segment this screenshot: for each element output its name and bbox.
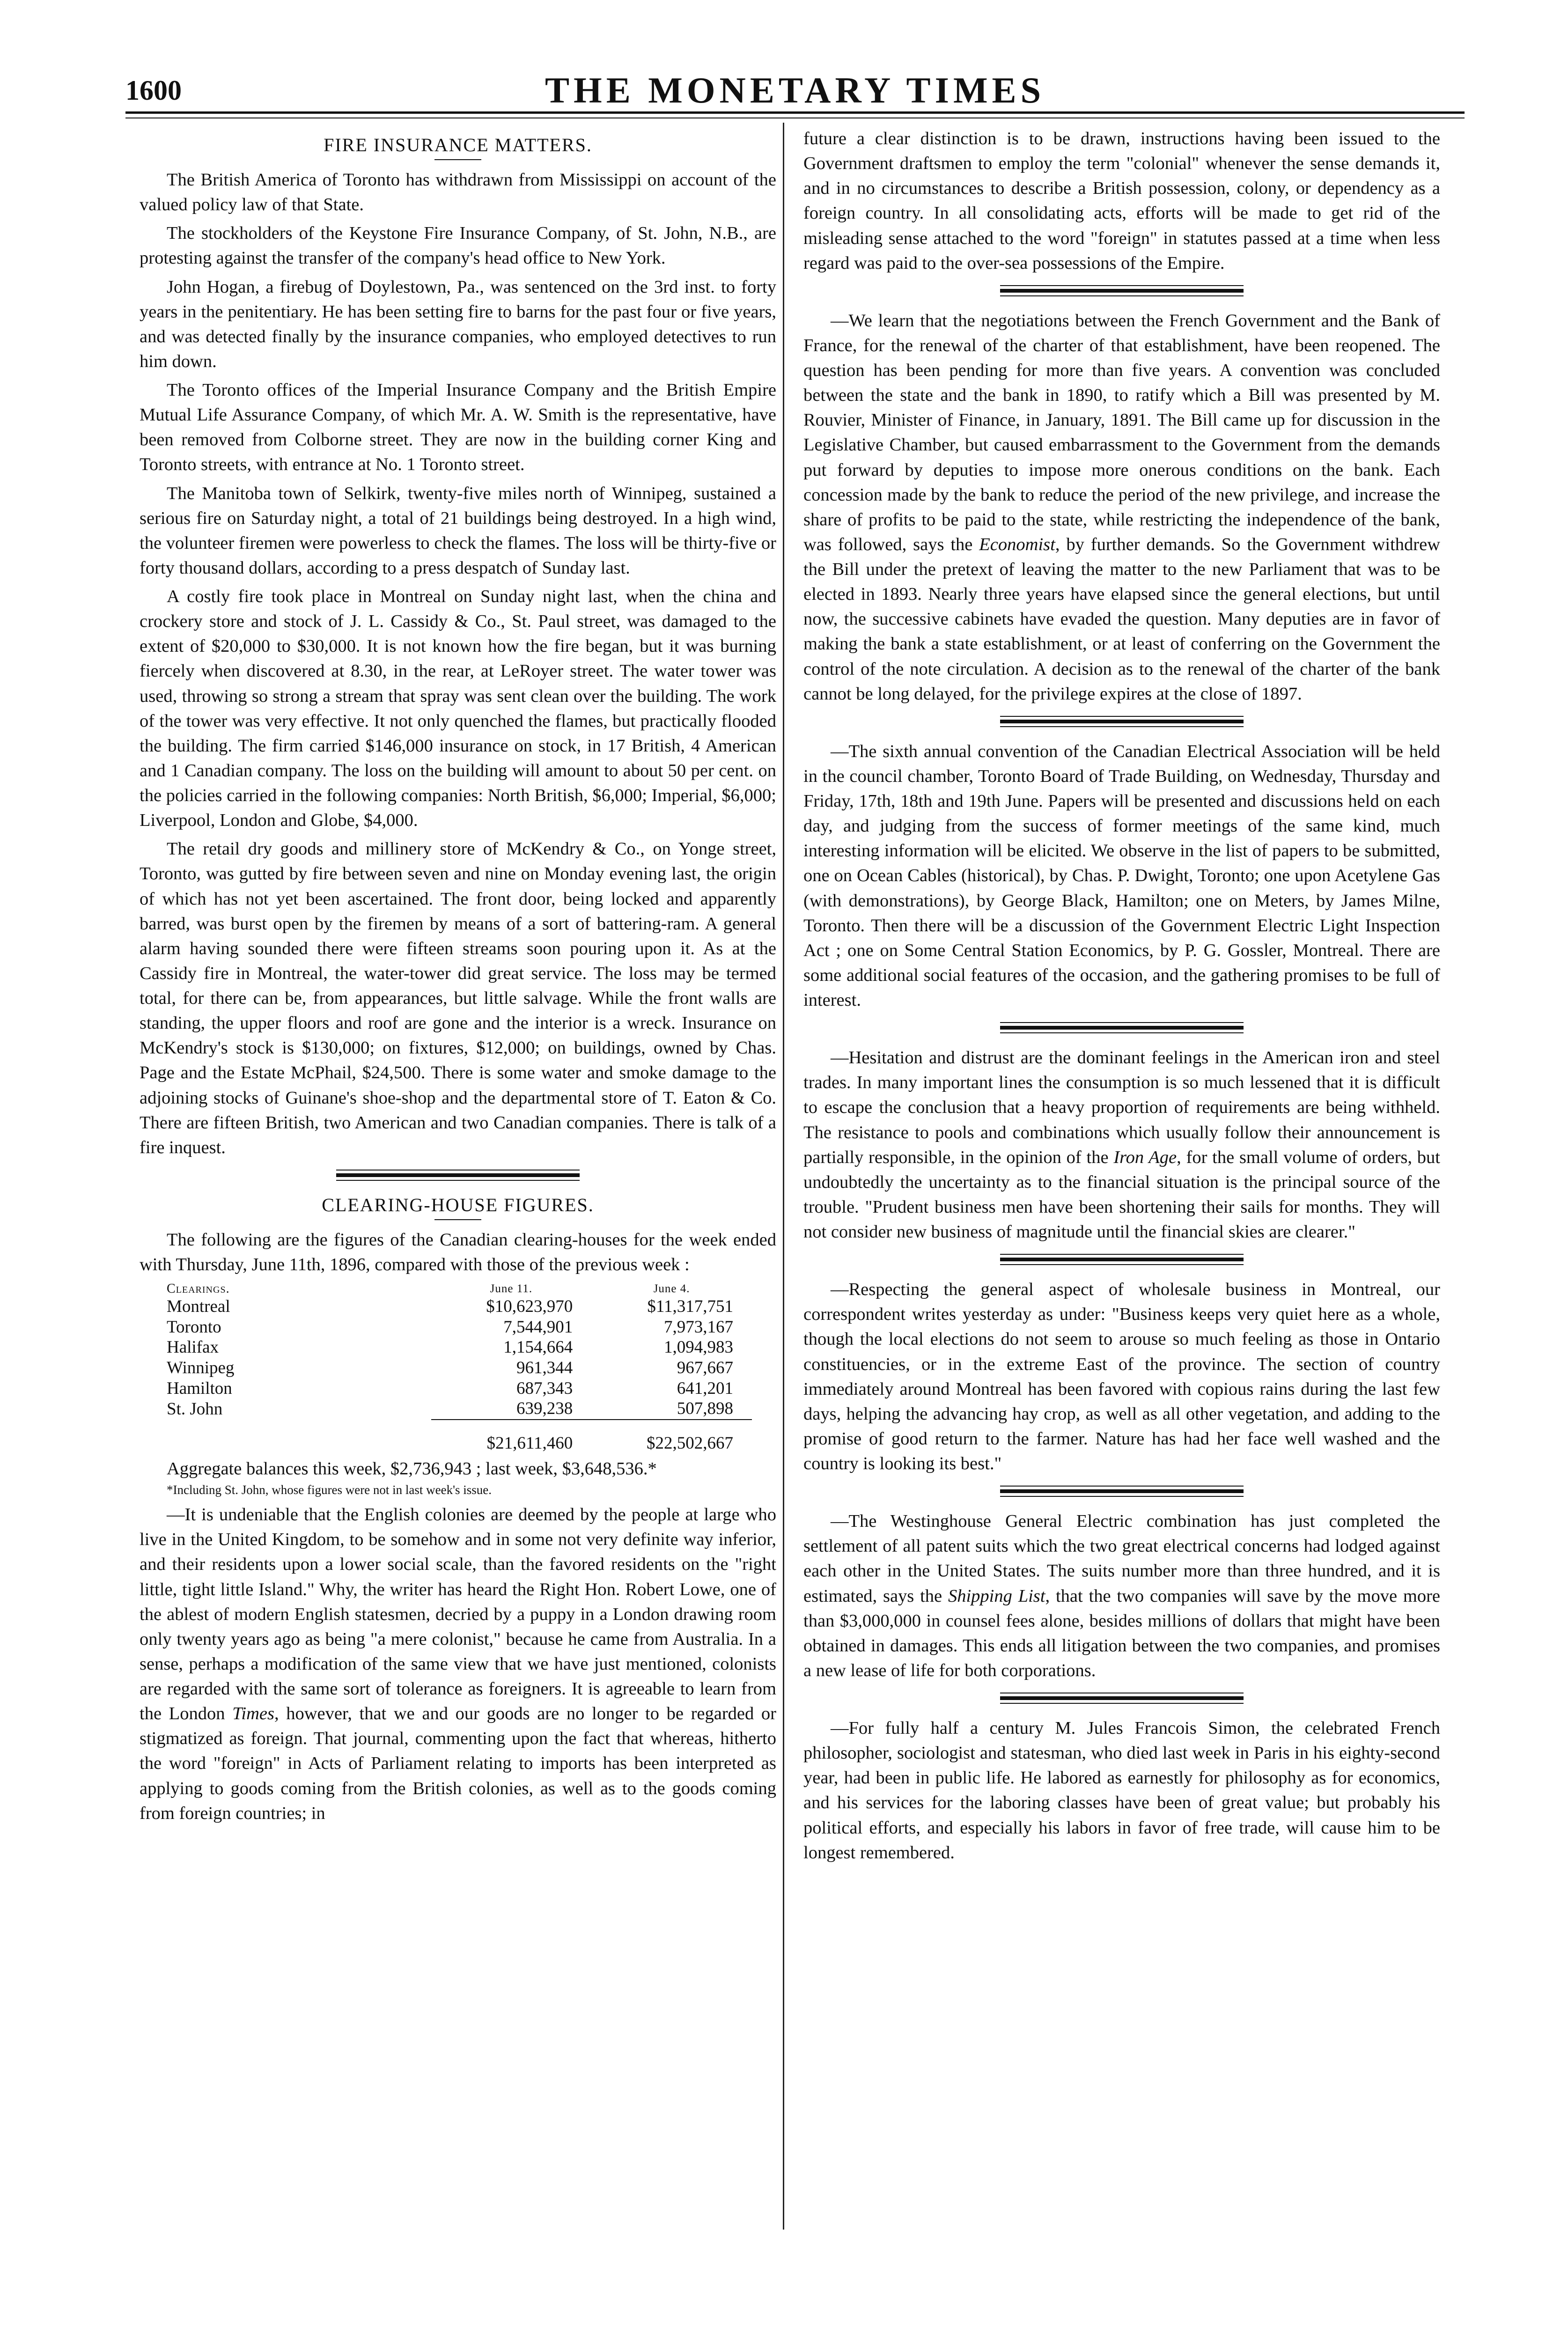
- table-row: [167, 1358, 752, 1378]
- fire-insurance-title: FIRE INSURANCE MATTERS.: [324, 134, 592, 155]
- running-title: THE MONETARY TIMES: [545, 70, 1045, 110]
- article-paragraph: —Hesitation and distrust are the dominant feelings in the American iron and steel trades. In many important lines the consumption is so much lessened that it is difficult to escape the conclusion that a heavy proportion of requirements are being withheld. The resistance to pools and combinations which usually follow their announcement is partially responsible, in the opinion of the Iron Age, for the small volume of orders, but undoubtedly the uncertainty as to the financial situation is the principal source of the trouble. "Prudent business men have been shortening their sails for months. They will not consider new business of magnitude until the financial skies are clearer.": [803, 1048, 1440, 1242]
- article-paragraph: The Manitoba town of Selkirk, twenty-five miles north of Winnipeg, sustained a serious fire on Saturday night, a total of 21 buildings being destroyed. In a high wind, the volunteer firemen were powerless to check the flames. The loss will be thirty-five or forty thousand dollars, according to a press despatch of Sunday last.: [140, 483, 776, 578]
- total-june11: $21,611,460: [431, 1420, 592, 1454]
- table-footnote: *Including St. John, whose figures were not in last week's issue.: [167, 1482, 492, 1497]
- table-row: [167, 1317, 752, 1338]
- section-divider: [1000, 1693, 1244, 1704]
- continued-paragraph: future a clear distinction is to be drawn, instructions having been issued to the Government draftsmen to employ the term "colonial" whenever the sense demands it, and in no circumstances to describe a British possession, colony, or dependency as a foreign country. In all consolidating acts, efforts will be made to get rid of the misleading sense attached to the word "foreign" in statutes passed at a time when less regard was paid to the over-sea possessions of the Empire.: [803, 129, 1440, 273]
- article-paragraph: The Toronto offices of the Imperial Insurance Company and the British Empire Mutual Life Assurance Company, of which Mr. A. W. Smith is the representative, have been removed from Colborne street. They are now in the building corner King and Toronto streets, with entrance at No. 1 Toronto street.: [140, 380, 776, 475]
- section-divider: [1000, 1254, 1244, 1265]
- section-divider: [1000, 1022, 1244, 1033]
- article-paragraph: —We learn that the negotiations between the French Government and the Bank of France, for the renewal of the charter of that establishment, have been reopened. The question has been pending for more than five years. A convention was concluded between the state and the bank in 1890, to ratify which a Bill was presented by M. Rouvier, Minister of Finance, in January, 1891. The Bill came up for discussion in the Legislative Chamber, but caused embarrassment to the Government from the demands put forward by deputies to impose more onerous conditions on the bank. Each concession made by the bank to reduce the period of the new privilege, and increase the share of profits to be paid to the state, while restricting the independence of the bank, was followed, says the Economist, by further demands. So the Government withdrew the Bill under the pretext of leaving the matter to the new Parliament that was to be elected in 1893. Nearly three years have elapsed since the general elections, but until now, the successive cabinets have evaded the question. Many deputies are in favor of making the bank a state establishment, or at least of conferring on the Government the control of the note circulation. A decision as to the renewal of the charter of the bank cannot be long delayed, for the privilege expires at the close of 1897.: [803, 310, 1440, 704]
- article-paragraph: A costly fire took place in Montreal on Sunday night last, when the china and crockery store and stock of J. L. Cassidy & Co., St. Paul street, was damaged to the extent of $20,000 to $30,000. It is not known how the fire began, but it was burning fiercely when discovered at 8.30, in the rear, at LeRoyer street. The water tower was used, throwing so strong a stream that spray was sent clean over the building. The work of the tower was very effective. It not only quenched the flames, but practically flooded the building. The firm carried $146,000 insurance on stock, in 17 British, 4 American and 1 Canadian company. The loss on the building will amount to about 50 per cent. on the policies carried in the following companies: North British, $6,000; Imperial, $6,000; Liverpool, London and Globe, $4,000.: [140, 587, 776, 831]
- june11-header: June 11.: [490, 1282, 533, 1295]
- section-divider: [1000, 716, 1244, 727]
- table-row: [167, 1399, 752, 1420]
- june4-cell: 507,898: [677, 1399, 733, 1419]
- june4-header: June 4.: [653, 1282, 690, 1295]
- title-rule: [434, 159, 481, 160]
- header-rule: [125, 111, 1465, 118]
- city-cell: Toronto: [167, 1317, 221, 1337]
- june11-cell: $10,623,970: [486, 1297, 573, 1317]
- city-cell: Montreal: [167, 1297, 230, 1317]
- city-cell: Hamilton: [167, 1378, 232, 1398]
- total-row: [167, 1420, 752, 1454]
- article-paragraph: The British America of Toronto has withdrawn from Mississippi on account of the valued policy law of that State.: [140, 170, 776, 215]
- section-divider: [1000, 285, 1244, 296]
- column-rule: [783, 123, 784, 2230]
- article-paragraph: —It is undeniable that the English colonies are deemed by the people at large who live in the United Kingdom, to be somehow and in some not very definite way inferior, and their residents upon a lower social scale, than the favored residents on the "right little, tight little Island." Why, the writer has heard the Right Hon. Robert Lowe, one of the ablest of modern English statesmen, decried by a puppy in a London drawing room only twenty years ago as being "a mere colonist," because he came from Australia. In a sense, perhaps a modification of the same view that we have just mentioned, colonists are regarded with the same sort of tolerance as foreigners. It is agreeable to learn from the London Times, however, that we and our goods are no longer to be regarded or stigmatized as foreign. That journal, commenting upon the fact that whereas, hitherto the word "foreign" in Acts of Parliament relating to imports has been interpreted as applying to goods coming from the British colonies, as well as to the goods coming from foreign countries; in: [140, 1505, 776, 1823]
- june4-cell: 1,094,983: [664, 1338, 733, 1357]
- article-paragraph: —Respecting the general aspect of wholesale business in Montreal, our correspondent writes yesterday as under: "Business keeps very quiet here as a whole, though the local elections do not seem to arouse so much feeling as those in Ontario constituencies, or in the extreme East of the province. The section of country immediately around Montreal has been favored with copious rains during the last few days, helping the advancing hay crop, as well as all other vegetation, and adding to the promise of good return to the farmer. Nature has had her face well washed and the country is looking its best.": [803, 1280, 1440, 1473]
- june11-cell: 639,238: [516, 1399, 573, 1419]
- clearing-table-body: [167, 1296, 752, 1454]
- june11-cell: 687,343: [516, 1378, 573, 1398]
- table-row: [167, 1378, 752, 1399]
- june11-cell: 961,344: [516, 1358, 573, 1378]
- total-june4: $22,502,667: [591, 1420, 752, 1454]
- article-paragraph: —The Westinghouse General Electric combination has just completed the settlement of all patent suits which the two great electrical concerns had lodged against each other in the United States. The suits number more than three hundred, and it is estimated, says the Shipping List, that the two companies will save by the move more than $3,000,000 in counsel fees alone, besides millions of dollars that might have been obtained in damages. This ends all litigation between the two companies, and promises a new lease of life for both corporations.: [803, 1511, 1440, 1680]
- city-cell: Halifax: [167, 1338, 219, 1357]
- june4-cell: 641,201: [677, 1378, 733, 1398]
- title-rule: [434, 1219, 481, 1220]
- clearing-table: [167, 1281, 752, 1454]
- article-paragraph: John Hogan, a firebug of Doylestown, Pa., was sentenced on the 3rd inst. to forty years in the penitentiary. He has been setting fire to barns for the past four or five years, and was detected finally by the insurance companies, who employed detectives to run him down.: [140, 277, 776, 371]
- article-paragraph: —The sixth annual convention of the Canadian Electrical Association will be held in the council chamber, Toronto Board of Trade Building, on Wednesday, Thursday and Friday, 17th, 18th and 19th June. Papers will be presented and discussions held on each day, and judging from the success of former meetings of the same kind, much interesting information will be elicited. We observe in the list of papers to be submitted, one on Ocean Cables (historical), by Chas. P. Dwight, Toronto; one upon Acetylene Gas (with demonstrations), by George Black, Hamilton; one on Meters, by James Milne, Toronto. Then there will be a discussion of the Government Electric Light Inspection Act ; one on Some Central Station Economics, by P. G. Gossler, Montreal. There are some additional social features of the occasion, and the gathering promises to be full of interest.: [803, 741, 1440, 1010]
- page-header: [125, 65, 1465, 135]
- june11-cell: 7,544,901: [503, 1317, 573, 1337]
- table-row: [167, 1337, 752, 1358]
- june11-cell: 1,154,664: [503, 1338, 573, 1357]
- aggregate-balances: Aggregate balances this week, $2,736,943 ; last week, $3,648,536.*: [167, 1458, 657, 1479]
- article-paragraph: The retail dry goods and millinery store of McKendry & Co., on Yonge street, Toronto, was gutted by fire between seven and nine on Monday evening last, the origin of which has not yet been ascertained. The front door, being locked and apparently barred, was burst open by the firemen by means of a sort of battering-ram. A general alarm having sounded there were fifteen streams soon pouring upon it. As at the Cassidy fire in Montreal, the water-tower did great service. The loss may be termed total, for there can be, from appearances, but little salvage. While the front walls are standing, the upper floors and roof are gone and the interior is a wreck. Insurance on McKendry's stock is $130,000; on fixtures, $12,000; on buildings, owned by Chas. Page and the Estate McPhail, $24,500. There is some water and smoke damage to the adjoining stocks of Guinane's shoe-shop and the departmental store of T. Eaton & Co. There are fifteen British, two American and two Canadian companies. There is talk of a fire inquest.: [140, 839, 776, 1157]
- total-label-cell: [167, 1420, 431, 1454]
- june4-cell: $11,317,751: [647, 1297, 733, 1317]
- clearing-house-title: CLEARING-HOUSE FIGURES.: [322, 1194, 594, 1215]
- june4-cell: 967,667: [677, 1358, 733, 1378]
- left-column: [140, 126, 776, 2219]
- section-divider: [336, 1170, 580, 1181]
- city-cell: St. John: [167, 1399, 223, 1419]
- table-row: [167, 1296, 752, 1317]
- section-divider: [1000, 1486, 1244, 1497]
- june4-cell: 7,973,167: [664, 1317, 733, 1337]
- right-column: [803, 126, 1440, 2219]
- clearing-intro: The following are the figures of the Canadian clearing-houses for the week ended with Thursday, June 11th, 1896, compared with those of the previous week :: [140, 1229, 776, 1274]
- city-cell: Winnipeg: [167, 1358, 235, 1378]
- article-paragraph: The stockholders of the Keystone Fire Insurance Company, of St. John, N.B., are protesting against the transfer of the company's head office to New York.: [140, 223, 776, 268]
- page-number: 1600: [125, 75, 182, 106]
- clearings-header: Clearings.: [167, 1281, 230, 1296]
- article-paragraph: —For fully half a century M. Jules Francois Simon, the celebrated French philosopher, sociologist and statesman, who died last week in Paris in his eighty-second year, had been in public life. He labored as earnestly for philosophy as for economics, and his services for the laboring classes have been of great value; but probably his political efforts, and especially his labors in favor of free trade, will cause him to be longest remembered.: [803, 1718, 1440, 1862]
